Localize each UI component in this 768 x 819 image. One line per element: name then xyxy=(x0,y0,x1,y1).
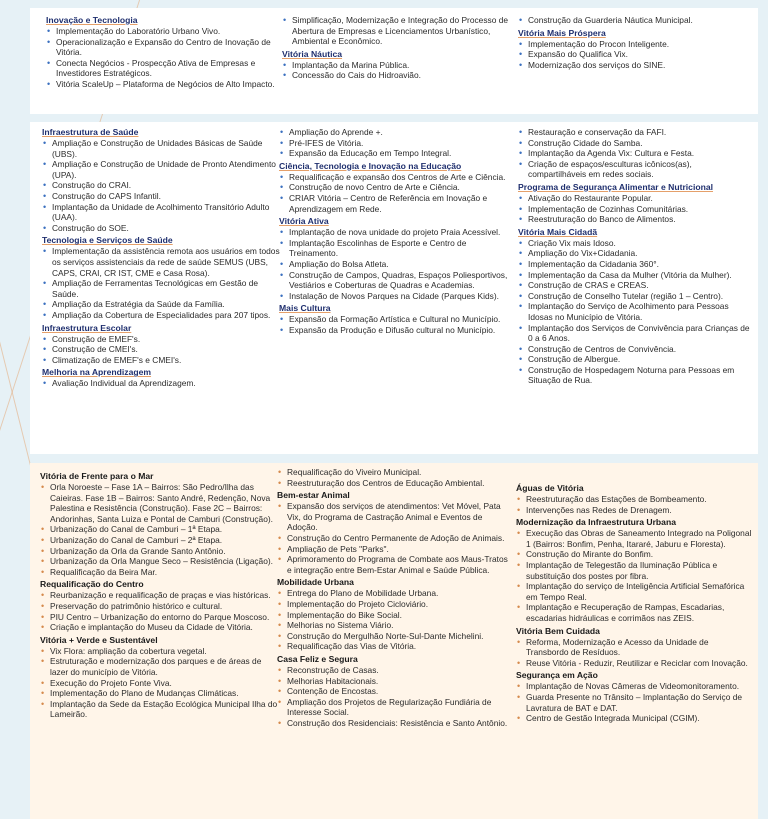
bullet-list xyxy=(516,494,752,515)
list-item: • Implantação do serviço de Inteligência Artificial Semafórica em Tempo Real. xyxy=(516,581,752,602)
list-item: • Ampliação de Ferramentas Tecnológicas em Gestão de Saúde. xyxy=(42,278,282,299)
list-item: • Implementação do Laboratório Urbano Vivo. xyxy=(46,26,282,37)
bullet-list xyxy=(516,681,752,723)
list-item: • Climatização de EMEF's e CMEI's. xyxy=(42,355,282,366)
band2-column-3 xyxy=(518,122,752,388)
list-item: • Ampliação de Pets "Parks". xyxy=(277,544,511,555)
bullet-list xyxy=(516,528,752,623)
list-item: • Construção de CMEI's. xyxy=(42,344,282,355)
list-item: • Urbanização do Canal de Camburi – 2ª Etapa. xyxy=(40,535,280,546)
list-item: • Execução das Obras de Saneamento Integrado na Poligonal 1 (Bairros: Bonfim, Penha, Itararé, Jaburu e Floresta). xyxy=(516,528,752,549)
section-heading-vitoria-verde-e-sustentavel: Vitória + Verde e Sustentável xyxy=(40,634,158,645)
list-item: • Melhorias no Sistema Viário. xyxy=(277,620,511,631)
bullet-list xyxy=(518,127,752,180)
list-item: • Ampliação e Construção de Unidades Básicas de Saúde (UBS). xyxy=(42,138,282,159)
bullet-list xyxy=(518,15,750,26)
bullet-list xyxy=(277,467,511,488)
section-band-3 xyxy=(30,463,758,819)
list-item: • Criação Vix mais Idoso. xyxy=(518,238,752,249)
bullet-list xyxy=(518,39,750,71)
list-item: • Urbanização do Canal de Camburi – 1ª Etapa. xyxy=(40,524,280,535)
list-item: • Construção do Centro Permanente de Adoção de Animais. xyxy=(277,533,511,544)
list-item: • Construção de EMEF's. xyxy=(42,334,282,345)
list-item: • Pré-IFES de Vitória. xyxy=(279,138,513,149)
list-item: • Expansão da Produção e Difusão cultural no Município. xyxy=(279,325,513,336)
list-item: • Criação de espaços/esculturas icônicos(as), compartilháveis em redes sociais. xyxy=(518,159,752,180)
bullet-list xyxy=(516,637,752,669)
section-heading-tecnologia-e-servicos-de-saude: Tecnologia e Serviços de Saúde xyxy=(42,235,173,246)
bullet-list xyxy=(277,665,511,729)
list-item: • Concessão do Cais do Hidroavião. xyxy=(282,70,514,81)
list-item: • Expansão da Educação em Tempo Integral. xyxy=(279,148,513,159)
section-heading-ciencia-tecnologia-e-inovacao-na-educacao: Ciência, Tecnologia e Inovação na Educação xyxy=(279,160,462,171)
list-item: • Construção de novo Centro de Arte e Ciência. xyxy=(279,182,513,193)
section-heading-programa-de-seguranca-alimentar-e-nutricional: Programa de Segurança Alimentar e Nutricional xyxy=(518,181,714,192)
section-heading-infraestrutura-escolar: Infraestrutura Escolar xyxy=(42,322,132,333)
list-item: • Simplificação, Modernização e Integração do Processo de Abertura de Empresas e Licenciamentos Urbanístico, Ambiental e Econômico. xyxy=(282,15,514,47)
list-item: • Requalificação e expansão dos Centros de Arte e Ciência. xyxy=(279,172,513,183)
list-item: • Implantação de Novas Câmeras de Videomonitoramento. xyxy=(516,681,752,692)
list-item: • Melhorias Habitacionais. xyxy=(277,676,511,687)
list-item: • Implantação e Recuperação de Rampas, Escadarias, escadarias hidráulicas e corrimãos nas ZEIS. xyxy=(516,602,752,623)
section-heading-inovacao-e-tecnologia: Inovação e Tecnologia xyxy=(46,15,138,25)
bullet-list xyxy=(279,127,513,159)
bullet-list xyxy=(277,501,511,575)
list-item: • Reestruturação das Estações de Bombeamento. xyxy=(516,494,752,505)
list-item: • Vitória ScaleUp – Plataforma de Negócios de Alto Impacto. xyxy=(46,79,282,90)
list-item: • Execução do Projeto Fonte Viva. xyxy=(40,678,280,689)
list-item: • Construção de Hospedagem Noturna para Pessoas em Situação de Rua. xyxy=(518,365,752,386)
list-item: • Implementação da Cidadania 360°. xyxy=(518,259,752,270)
list-item: • Reurbanização e requalificação de praças e vias históricas. xyxy=(40,590,280,601)
list-item: • Requalificação da Beira Mar. xyxy=(40,567,280,578)
list-item: • Urbanização da Orla Mangue Seco – Resistência (Ligação). xyxy=(40,556,280,567)
list-item: • Ampliação da Cobertura de Especialidades para 207 tipos. xyxy=(42,310,282,321)
bullet-list xyxy=(279,227,513,301)
section-heading-mobilidade-urbana: Mobilidade Urbana xyxy=(277,577,354,588)
bullet-list xyxy=(279,314,513,335)
band3-column-2 xyxy=(277,463,511,730)
list-item: • Avaliação Individual da Aprendizagem. xyxy=(42,378,282,389)
list-item: • Ampliação e Construção de Unidade de Pronto Atendimento (UPA). xyxy=(42,159,282,180)
list-item: • Expansão dos serviços de atendimentos: Vet Móvel, Pata Vix, do Programa de Castração Animal e Eventos de Adoção. xyxy=(277,501,511,533)
list-item: • Implantação de nova unidade do projeto Praia Acessível. xyxy=(279,227,513,238)
list-item: • Construção da Guarderia Náutica Municipal. xyxy=(518,15,750,26)
bullet-list xyxy=(42,138,282,233)
list-item: • Orla Noroeste – Fase 1A – Bairros: São Pedro/Ilha das Caieiras. Fase 1B – Bairros: Santo André, Redenção, Nova Palestina e Resistência (Construção). Fase 2C – Bairros: Andorinhas, Santa Luiza e Pontal de Camburi (Construção). xyxy=(40,482,280,524)
list-item: • Restauração e conservação da FAFI. xyxy=(518,127,752,138)
section-heading-vitoria-bem-cuidada: Vitória Bem Cuidada xyxy=(516,625,600,636)
band1-column-1 xyxy=(46,8,282,92)
list-item: • Reuse Vitória - Reduzir, Reutilizar e Reciclar com Inovação. xyxy=(516,658,752,669)
bullet-list xyxy=(518,193,752,225)
list-item: • Instalação de Novos Parques na Cidade (Parques Kids). xyxy=(279,291,513,302)
bullet-list xyxy=(277,588,511,652)
bullet-list xyxy=(279,172,513,214)
list-item: • PIU Centro – Urbanização do entorno do Parque Moscoso. xyxy=(40,612,280,623)
section-heading-vitoria-mais-prospera: Vitória Mais Próspera xyxy=(518,27,606,38)
list-item: • Contenção de Encostas. xyxy=(277,686,511,697)
list-item: • Construção do SOE. xyxy=(42,223,282,234)
list-item: • Centro de Gestão Integrada Municipal (CGIM). xyxy=(516,713,752,724)
list-item: • Operacionalização e Expansão do Centro de Inovação de Vitória. xyxy=(46,37,282,58)
list-item: • Implantação da Sede da Estação Ecológica Municipal Ilha do Lameirão. xyxy=(40,699,280,720)
section-heading-vitoria-mais-cidada: Vitória Mais Cidadã xyxy=(518,226,598,237)
bullet-list xyxy=(42,246,282,320)
bullet-list xyxy=(282,15,514,47)
list-item: • Implementação do Bike Social. xyxy=(277,610,511,621)
list-item: • Construção de Albergue. xyxy=(518,354,752,365)
list-item: • Ampliação do Bolsa Atleta. xyxy=(279,259,513,270)
bullet-list xyxy=(40,482,280,577)
section-heading-infraestrutura-de-saude: Infraestrutura de Saúde xyxy=(42,127,139,137)
list-item: • Construção de Conselho Tutelar (região 1 – Centro). xyxy=(518,291,752,302)
section-heading-casa-feliz-e-segura: Casa Feliz e Segura xyxy=(277,653,358,664)
list-item: • Implantação dos Serviços de Convivência para Crianças de 0 a 6 Anos. xyxy=(518,323,752,344)
band1-column-2 xyxy=(282,8,514,83)
list-item: • Construção Cidade do Samba. xyxy=(518,138,752,149)
list-item: • Construção de CRAS e CREAS. xyxy=(518,280,752,291)
section-band-1 xyxy=(30,8,758,114)
section-heading-requalificacao-do-centro: Requalificação do Centro xyxy=(40,579,144,590)
list-item: • Implementação da Casa da Mulher (Vitória da Mulher). xyxy=(518,270,752,281)
list-item: • Construção de Centros de Convivência. xyxy=(518,344,752,355)
list-item: • Construção dos Residenciais: Resistência e Santo Antônio. xyxy=(277,718,511,729)
list-item: • Vix Flora: ampliação da cobertura vegetal. xyxy=(40,646,280,657)
list-item: • Criação e implantação do Museu da Cidade de Vitória. xyxy=(40,622,280,633)
list-item: • Requalificação do Viveiro Municipal. xyxy=(277,467,511,478)
section-heading-bem-estar-animal: Bem-estar Animal xyxy=(277,490,350,501)
list-item: • Implementação do Plano de Mudanças Climáticas. xyxy=(40,688,280,699)
bullet-list xyxy=(40,590,280,632)
list-item: • Expansão do Qualifica Vix. xyxy=(518,49,750,60)
band3-column-1 xyxy=(40,463,280,722)
list-item: • Preservação do patrimônio histórico e cultural. xyxy=(40,601,280,612)
list-item: • Implementação do Procon Inteligente. xyxy=(518,39,750,50)
list-item: • Ampliação do Vix+Cidadania. xyxy=(518,248,752,259)
list-item: • Construção do Mergulhão Norte-Sul-Dante Michelini. xyxy=(277,631,511,642)
list-item: • Intervenções nas Redes de Drenagem. xyxy=(516,505,752,516)
band3-column-3 xyxy=(516,463,752,726)
bullet-list xyxy=(42,334,282,366)
list-item: • Ampliação dos Projetos de Regularização Fundiária de Interesse Social. xyxy=(277,697,511,718)
section-heading-mais-cultura: Mais Cultura xyxy=(279,303,331,314)
list-item: • Reestruturação do Banco de Alimentos. xyxy=(518,214,752,225)
bullet-list xyxy=(42,378,282,389)
list-item: • Construção do CAPS Infantil. xyxy=(42,191,282,202)
list-item: • Ativação do Restaurante Popular. xyxy=(518,193,752,204)
list-item: • Implementação do Projeto Cicloviário. xyxy=(277,599,511,610)
list-item: • Aprimoramento do Programa de Combate aos Maus-Tratos e integração entre Bem-Estar Animal e Saúde Pública. xyxy=(277,554,511,575)
list-item: • Modernização dos serviços do SINE. xyxy=(518,60,750,71)
list-item: • Implantação da Marina Pública. xyxy=(282,60,514,71)
section-heading-vitoria-de-frente-para-o-mar: Vitória de Frente para o Mar xyxy=(40,471,154,481)
list-item: • Construção do Mirante do Bonfim. xyxy=(516,549,752,560)
section-heading-melhoria-na-aprendizagem: Melhoria na Aprendizagem xyxy=(42,367,152,378)
list-item: • Reforma, Modernização e Acesso da Unidade de Transbordo de Resíduos. xyxy=(516,637,752,658)
list-item: • Construção de Campos, Quadras, Espaços Poliesportivos, Vestiários e Coberturas de Quadras e Academias. xyxy=(279,270,513,291)
bullet-list xyxy=(40,646,280,720)
list-item: • Reconstrução de Casas. xyxy=(277,665,511,676)
list-item: • Implantação do Serviço de Acolhimento para Pessoas Idosas no Município de Vitória. xyxy=(518,301,752,322)
section-heading-seguranca-em-acao: Segurança em Ação xyxy=(516,670,598,681)
section-heading-vitoria-nautica: Vitória Náutica xyxy=(282,48,343,59)
list-item: • Guarda Presente no Trânsito – Implantação do Serviço de Lavratura de BAT e DAT. xyxy=(516,692,752,713)
list-item: • Entrega do Plano de Mobilidade Urbana. xyxy=(277,588,511,599)
list-item: • Construção do CRAI. xyxy=(42,180,282,191)
list-item: • Estruturação e modernização dos parques e de áreas de lazer do município de Vitória. xyxy=(40,656,280,677)
list-item: • Reestruturação dos Centros de Educação Ambiental. xyxy=(277,478,511,489)
section-heading-aguas-de-vitoria: Águas de Vitória xyxy=(516,483,584,493)
band2-column-2 xyxy=(279,122,513,338)
list-item: • Implantação da Agenda Vix: Cultura e Festa. xyxy=(518,148,752,159)
list-item: • Implantação da Unidade de Acolhimento Transitório Adulto (UAA). xyxy=(42,202,282,223)
band2-column-1 xyxy=(42,122,282,391)
list-item: • Implantação de Telegestão da Iluminação Pública e substituição dos postes por fibra. xyxy=(516,560,752,581)
section-band-2 xyxy=(30,122,758,454)
bullet-list xyxy=(46,26,282,90)
section-heading-modernizacao-da-infraestrutura-urbana: Modernização da Infraestrutura Urbana xyxy=(516,517,676,528)
list-item: • Implantação Escolinhas de Esporte e Centro de Treinamento. xyxy=(279,238,513,259)
list-item: • Urbanização da Orla da Grande Santo Antônio. xyxy=(40,546,280,557)
bullet-list xyxy=(518,238,752,386)
list-item: • Implementação da assistência remota aos usuários em todos os serviços assistenciais da rede de saúde SEMUS (UBS, CAPS, CRAI, CR IST, CME e Casa Rosa). xyxy=(42,246,282,278)
band1-column-3 xyxy=(518,8,750,72)
list-item: • Implementação de Cozinhas Comunitárias. xyxy=(518,204,752,215)
list-item: • CRIAR Vitória – Centro de Referência em Inovação e Aprendizagem em Rede. xyxy=(279,193,513,214)
list-item: • Expansão da Formação Artística e Cultural no Município. xyxy=(279,314,513,325)
list-item: • Ampliação da Estratégia da Saúde da Família. xyxy=(42,299,282,310)
list-item: • Requalificação das Vias de Vitória. xyxy=(277,641,511,652)
list-item: • Conecta Negócios - Prospecção Ativa de Empresas e Investidores Estratégicos. xyxy=(46,58,282,79)
section-heading-vitoria-ativa: Vitória Ativa xyxy=(279,216,329,227)
list-item: • Ampliação do Aprende +. xyxy=(279,127,513,138)
bullet-list xyxy=(282,60,514,81)
